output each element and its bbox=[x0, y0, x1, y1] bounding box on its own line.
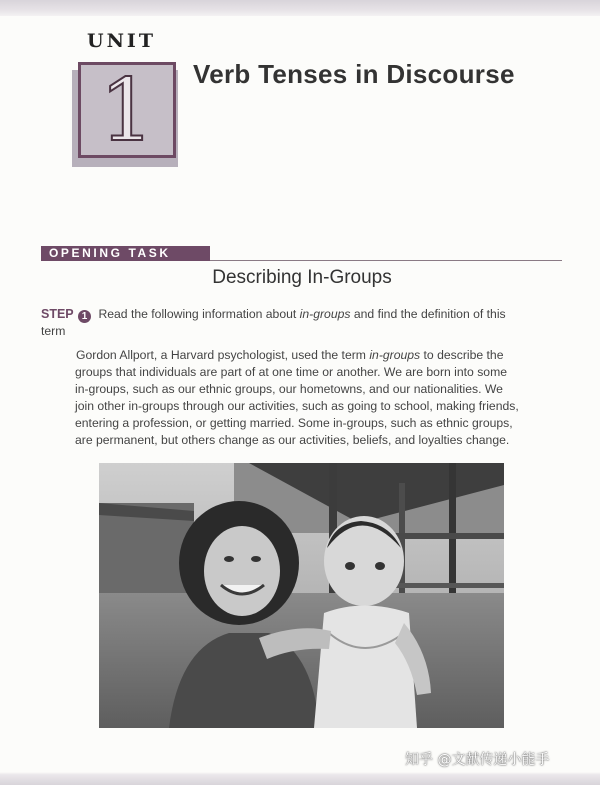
paragraph-line: entering a profession, or getting married. Some in-groups, such as ethnic groups, bbox=[75, 415, 513, 430]
step-term: in-groups bbox=[299, 307, 351, 321]
step-instruction bbox=[41, 306, 566, 339]
step-number-badge: 1 bbox=[78, 310, 91, 323]
paragraph-text: Gordon Allport, a Harvard psychologist, used the term bbox=[76, 348, 370, 362]
unit-label: UNIT bbox=[87, 30, 156, 52]
task-title: Describing In-Groups bbox=[212, 267, 392, 288]
paragraph-text: to describe the bbox=[420, 348, 504, 362]
paragraph-line: in-groups, such as our ethnic groups, our hometowns, and our nationalities. We bbox=[75, 381, 503, 396]
step-text-before: Read the following information about bbox=[98, 307, 300, 321]
unit-number-box bbox=[78, 61, 176, 161]
body-paragraph bbox=[75, 347, 553, 448]
paragraph-line: are permanent, but others change as our activities, beliefs, and loyalties change. bbox=[75, 432, 510, 447]
unit-title: Verb Tenses in Discourse bbox=[193, 59, 515, 89]
paragraph-line: join other in-groups through our activities, such as going to school, making friends, bbox=[75, 398, 519, 413]
paragraph-line bbox=[75, 347, 553, 364]
scan-edge-bottom bbox=[0, 772, 600, 785]
scan-edge-top bbox=[0, 0, 600, 16]
paragraph-line: groups that individuals are part of at one time or another. We are born into some bbox=[75, 364, 508, 379]
opening-task-label: OPENING TASK bbox=[49, 246, 171, 260]
step-text-after: and find the definition of this bbox=[350, 307, 506, 321]
paragraph-term: in-groups bbox=[369, 348, 421, 362]
section-rule bbox=[210, 260, 562, 261]
unit-number: 1 bbox=[99, 61, 155, 161]
step-text-line2: term bbox=[41, 324, 66, 338]
watermark: 知乎 @文献传递小能手 bbox=[405, 752, 550, 768]
step-label: STEP bbox=[41, 307, 74, 321]
photo-illustration bbox=[99, 463, 504, 728]
photo-woman-and-child bbox=[99, 463, 504, 728]
